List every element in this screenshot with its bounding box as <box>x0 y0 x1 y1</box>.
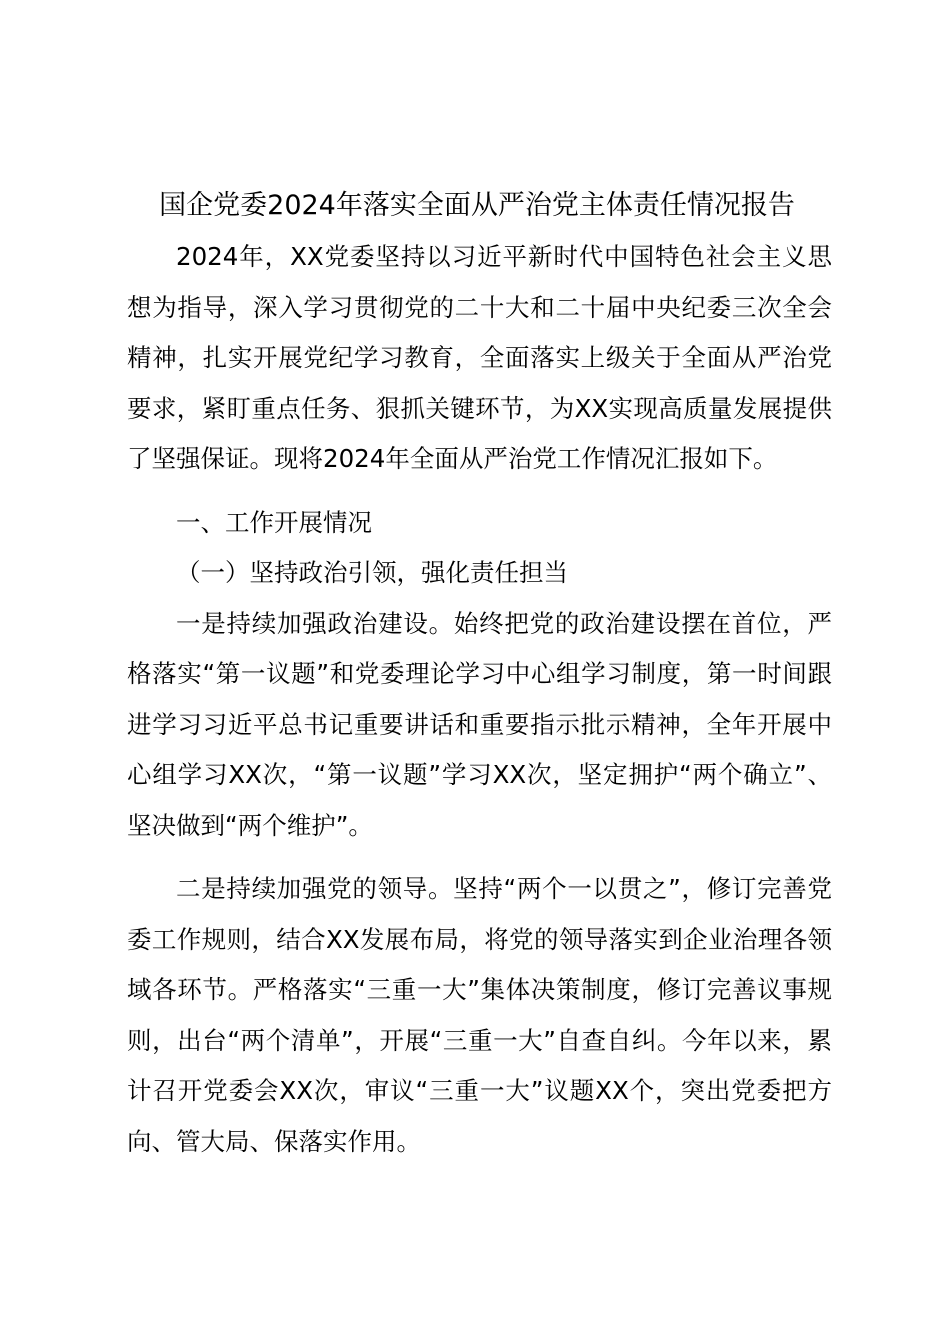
paragraph-gap <box>127 485 832 498</box>
paragraph-gap <box>127 851 832 864</box>
body-paragraph-2: 二是持续加强党的领导。坚持“两个一以贯之”，修订完善党委工作规则，结合XX发展布局，将党的领导落实到企业治理各领域各环节。严格落实“三重一大”集体决策制度，修订完善议事规则，出台“两个清单”，开展“三重一大”自查自纠。今年以来，累计召开党委会XX次，审议“三重一大”议题XX个，突出党委把方向、管大局、保落实作用。 <box>127 874 832 1156</box>
document-body <box>127 232 832 1167</box>
document-title: 国企党委2024年落实全面从严治党主体责任情况报告 <box>159 190 795 221</box>
body-paragraph-1: 一是持续加强政治建设。始终把党的政治建设摆在首位，严格落实“第一议题”和党委理论学习中心组学习制度，第一时间跟进学习习近平总书记重要讲话和重要指示批示精神，全年开展中心组学习XX次，“第一议题”学习XX次，坚定拥护“两个确立”、坚决做到“两个维护”。 <box>127 608 832 840</box>
intro-paragraph: 2024年，XX党委坚持以习近平新时代中国特色社会主义思想为指导，深入学习贯彻党的二十大和二十届中央纪委三次全会精神，扎实开展党纪学习教育，全面落实上级关于全面从严治党要求，紧盯重点任务、狠抓关键环节，为XX实现高质量发展提供了坚强保证。现将2024年全面从严治党工作情况汇报如下。 <box>127 242 832 473</box>
subsection-heading: （一）坚持政治引领，强化责任担当 <box>176 558 568 587</box>
section-heading: 一、工作开展情况 <box>176 507 372 537</box>
